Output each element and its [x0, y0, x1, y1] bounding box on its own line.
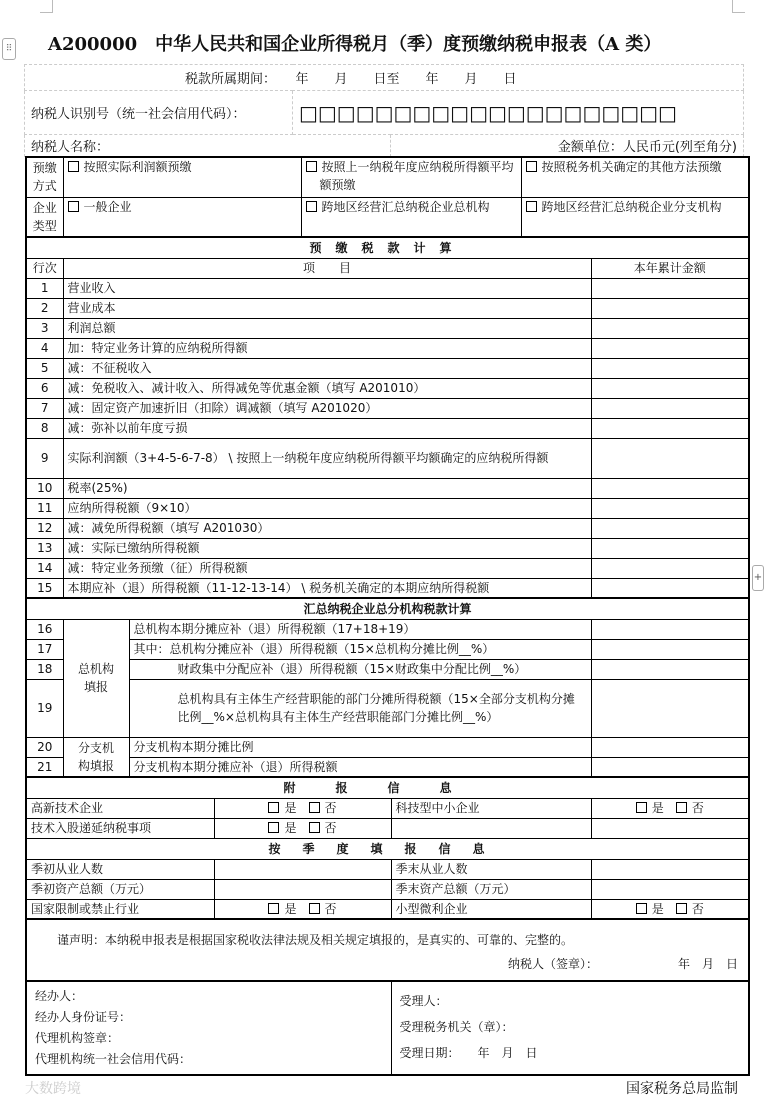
table-row: [26, 438, 749, 478]
checkbox[interactable]: [526, 161, 537, 172]
row-amount-input[interactable]: [591, 438, 749, 478]
section-quarterly-info: 按季度填报信息: [26, 838, 749, 859]
checkbox[interactable]: [309, 822, 320, 833]
checkbox[interactable]: [268, 903, 279, 914]
checkbox[interactable]: [306, 201, 317, 212]
no-label: 否: [691, 901, 704, 916]
small-profit-label: 小型微利企业: [391, 899, 591, 919]
row-item: 减：固定资产加速折旧（扣除）调减额（填写 A201020）: [63, 398, 591, 418]
row-item: 减：弥补以前年度亏损: [63, 418, 591, 438]
no-label: 否: [324, 901, 337, 916]
row-amount-input[interactable]: [591, 639, 749, 659]
row-item: 分支机构本期分摊应补（退）所得税额: [129, 757, 591, 777]
row-item: 税率(25%): [63, 478, 591, 498]
header-amount: 本年累计金额: [591, 258, 749, 278]
table-move-handle-icon[interactable]: ⠿: [2, 38, 16, 60]
checkbox[interactable]: [526, 201, 537, 212]
taxpayer-name-field[interactable]: 纳税人名称：: [25, 135, 391, 157]
end-assets-label: 季末资产总额（万元）: [391, 879, 591, 899]
margin-corner: [40, 0, 53, 13]
unit-label: 金额单位：人民币元(列至角分): [391, 135, 744, 157]
row-item: 减：实际已缴纳所得税额: [63, 538, 591, 558]
table-row: [26, 757, 749, 777]
taxpayer-id-boxes[interactable]: □□□□□□□□□□□□□□□□□□□□: [293, 91, 744, 135]
row-item: 减：减免所得税额（填写 A201030）: [63, 518, 591, 538]
table-row: [26, 378, 749, 398]
row-number: 11: [26, 498, 63, 518]
table-row: [26, 679, 749, 737]
no-label: 否: [324, 801, 337, 815]
high-tech-yesno: [214, 798, 391, 818]
table-row: [26, 737, 749, 757]
preparer-block: [26, 981, 391, 1075]
row-number: 20: [26, 737, 63, 757]
no-label: 否: [691, 801, 704, 815]
checkbox[interactable]: [268, 802, 279, 813]
checkbox[interactable]: [68, 161, 79, 172]
checkbox[interactable]: [636, 903, 647, 914]
table-row: [26, 318, 749, 338]
row-number: 6: [26, 378, 63, 398]
empty-cell[interactable]: [591, 818, 749, 838]
row-amount-input[interactable]: [591, 558, 749, 578]
table-row: [26, 278, 749, 298]
table-row: [26, 619, 749, 639]
row-number: 18: [26, 659, 63, 679]
margin-corner: [732, 0, 745, 13]
row-number: 13: [26, 538, 63, 558]
row-item: 营业收入: [63, 278, 591, 298]
form-wrapper: [25, 156, 748, 1098]
row-number: 12: [26, 518, 63, 538]
acceptance-field[interactable]: 受理人：: [399, 994, 448, 1008]
table-row: [26, 338, 749, 358]
footer-issuer: 国家税务总局监制: [626, 1081, 738, 1097]
end-assets-input[interactable]: [591, 879, 749, 899]
row-number: 3: [26, 318, 63, 338]
row-item: 其中：总机构分摊应补（退）所得税额（15×总机构分摊比例__%）: [129, 639, 591, 659]
no-label: 否: [324, 821, 337, 835]
table-row: [26, 478, 749, 498]
row-item: 减：不征税收入: [63, 358, 591, 378]
row-amount-input[interactable]: [591, 378, 749, 398]
checkbox[interactable]: [306, 161, 317, 172]
option-label: 按照实际利润额预缴: [83, 160, 192, 174]
option-label: 跨地区经营汇总纳税企业总机构: [321, 199, 490, 214]
tax-return-table: [25, 156, 750, 1076]
watermark: 大数跨境: [25, 1081, 81, 1097]
row-item: 营业成本: [63, 298, 591, 318]
yes-label: 是: [651, 901, 664, 916]
option-label: 按照上一纳税年度应纳税所得额平均额预缴: [319, 160, 514, 192]
section-attached-info: 附报信息: [26, 777, 749, 798]
prepay-method-label: 预缴方式: [26, 157, 63, 197]
row-number: 16: [26, 619, 63, 639]
tech-sme-label: 科技型中小企业: [391, 798, 591, 818]
table-row: [26, 659, 749, 679]
preparer-field[interactable]: 经办人身份证号：: [35, 1010, 132, 1024]
table-row: [26, 639, 749, 659]
row-item: 减：特定业务预缴（征）所得税额: [63, 558, 591, 578]
checkbox[interactable]: [309, 802, 320, 813]
table-row: [26, 358, 749, 378]
preparer-field[interactable]: 代理机构签章：: [35, 1031, 120, 1045]
row-item: 利润总额: [63, 318, 591, 338]
tech-equity-yesno: [214, 818, 391, 838]
header-info-table: [24, 64, 744, 157]
header-item: 项 目: [63, 258, 591, 278]
yes-label: 是: [284, 821, 297, 835]
row-number: 15: [26, 578, 63, 598]
enterprise-type-label: 企业类型: [26, 197, 63, 237]
row-item: 分支机构本期分摊比例: [129, 737, 591, 757]
row-number: 1: [26, 278, 63, 298]
taxpayer-id-label: 纳税人识别号（统一社会信用代码）：: [25, 91, 293, 135]
row-number: 7: [26, 398, 63, 418]
option-label: 一般企业: [83, 199, 132, 214]
table-row: [26, 398, 749, 418]
start-employees-input[interactable]: [214, 859, 391, 879]
row-number: 5: [26, 358, 63, 378]
yes-label: 是: [284, 801, 297, 815]
row-amount-input[interactable]: [591, 478, 749, 498]
yes-label: 是: [651, 801, 664, 815]
yes-label: 是: [284, 901, 297, 916]
start-assets-label: 季初资产总额（万元）: [26, 879, 214, 899]
option-label: 跨地区经营汇总纳税企业分支机构: [541, 199, 722, 214]
small-profit-yesno: [591, 899, 749, 919]
row-amount-input[interactable]: [591, 358, 749, 378]
row-number: 14: [26, 558, 63, 578]
acceptance-block: [391, 981, 749, 1075]
preparer-field[interactable]: 代理机构统一社会信用代码：: [35, 1052, 192, 1066]
acceptance-field[interactable]: 受理日期： 年 月 日: [399, 1046, 538, 1060]
end-employees-input[interactable]: [591, 859, 749, 879]
footer-row: [25, 1078, 748, 1098]
row-number: 10: [26, 478, 63, 498]
restricted-industry-label: 国家限制或禁止行业: [26, 899, 214, 919]
checkbox[interactable]: [68, 201, 79, 212]
signature-date: 年 月 日: [678, 957, 739, 971]
row-number: 19: [26, 679, 63, 737]
start-assets-input[interactable]: [214, 879, 391, 899]
row-amount-input[interactable]: [591, 737, 749, 757]
table-row: [26, 558, 749, 578]
preparer-field[interactable]: 经办人：: [35, 989, 84, 1003]
row-amount-input[interactable]: [591, 518, 749, 538]
row-item: 加：特定业务计算的应纳税所得额: [63, 338, 591, 358]
row-item: 总机构本期分摊应补（退）所得税额（17+18+19）: [129, 619, 591, 639]
row-item: 总机构具有主体生产经营职能的部门分摊所得税额（15×全部分支机构分摊比例__%×总机构具有主体生产经营职能部门分摊比例__%）: [129, 679, 591, 737]
table-row: [26, 418, 749, 438]
tech-equity-label: 技术入股递延纳税事项: [26, 818, 214, 838]
row-item: 应纳所得税额（9×10）: [63, 498, 591, 518]
branch-label: 分支机构填报: [63, 737, 129, 777]
page-title: A200000 中华人民共和国企业所得税月（季）度预缴纳税申报表（A 类）: [48, 34, 662, 55]
tech-sme-yesno: [591, 798, 749, 818]
checkbox[interactable]: [636, 802, 647, 813]
row-amount-input[interactable]: [591, 538, 749, 558]
start-employees-label: 季初从业人数: [26, 859, 214, 879]
row-item: 实际利润额（3+4-5-6-7-8） \ 按照上一纳税年度应纳税所得额平均额确定的应纳税所得额: [63, 438, 591, 478]
section-prepay-calc: 预缴税款计算: [26, 237, 749, 258]
row-amount-input[interactable]: [591, 278, 749, 298]
table-row: [26, 298, 749, 318]
empty-cell[interactable]: [391, 818, 591, 838]
restricted-yesno: [214, 899, 391, 919]
row-number: 9: [26, 438, 63, 478]
row-item: 财政集中分配应补（退）所得税额（15×财政集中分配比例__%）: [129, 659, 591, 679]
row-amount-input[interactable]: [591, 578, 749, 598]
table-row: [26, 538, 749, 558]
row-number: 2: [26, 298, 63, 318]
option-label: 按照税务机关确定的其他方法预缴: [541, 160, 722, 174]
row-amount-input[interactable]: [591, 398, 749, 418]
row-amount-input[interactable]: [591, 679, 749, 737]
row-number: 17: [26, 639, 63, 659]
row-amount-input[interactable]: [591, 298, 749, 318]
checkbox[interactable]: [268, 822, 279, 833]
period-field[interactable]: 税款所属期间： 年 月 日至 年 月 日: [25, 65, 744, 91]
row-amount-input[interactable]: [591, 757, 749, 777]
row-amount-input[interactable]: [591, 619, 749, 639]
header-row-no: 行次: [26, 258, 63, 278]
row-amount-input[interactable]: [591, 338, 749, 358]
row-amount-input[interactable]: [591, 498, 749, 518]
acceptance-field[interactable]: 受理税务机关（章）：: [399, 1020, 514, 1034]
row-number: 4: [26, 338, 63, 358]
row-number: 21: [26, 757, 63, 777]
row-amount-input[interactable]: [591, 659, 749, 679]
end-employees-label: 季末从业人数: [391, 859, 591, 879]
table-row: [26, 578, 749, 598]
row-number: 8: [26, 418, 63, 438]
declaration-text: 谨声明：本纳税申报表是根据国家税收法律法规及相关规定填报的，是真实的、可靠的、完整的。: [57, 933, 574, 947]
row-amount-input[interactable]: [591, 318, 749, 338]
add-column-icon[interactable]: +: [752, 565, 764, 591]
table-row: [26, 498, 749, 518]
table-row: [26, 518, 749, 538]
checkbox[interactable]: [309, 903, 320, 914]
signature-label: 纳税人（签章）：: [508, 957, 599, 971]
section-consolidated: 汇总纳税企业总分机构税款计算: [26, 598, 749, 619]
checkbox[interactable]: [676, 802, 687, 813]
checkbox[interactable]: [676, 903, 687, 914]
row-amount-input[interactable]: [591, 418, 749, 438]
high-tech-label: 高新技术企业: [26, 798, 214, 818]
row-item: 本期应补（退）所得税额（11-12-13-14） \ 税务机关确定的本期应纳所得税额: [63, 578, 591, 598]
hq-label: 总机构填报: [63, 619, 129, 737]
row-item: 减：免税收入、减计收入、所得减免等优惠金额（填写 A201010）: [63, 378, 591, 398]
